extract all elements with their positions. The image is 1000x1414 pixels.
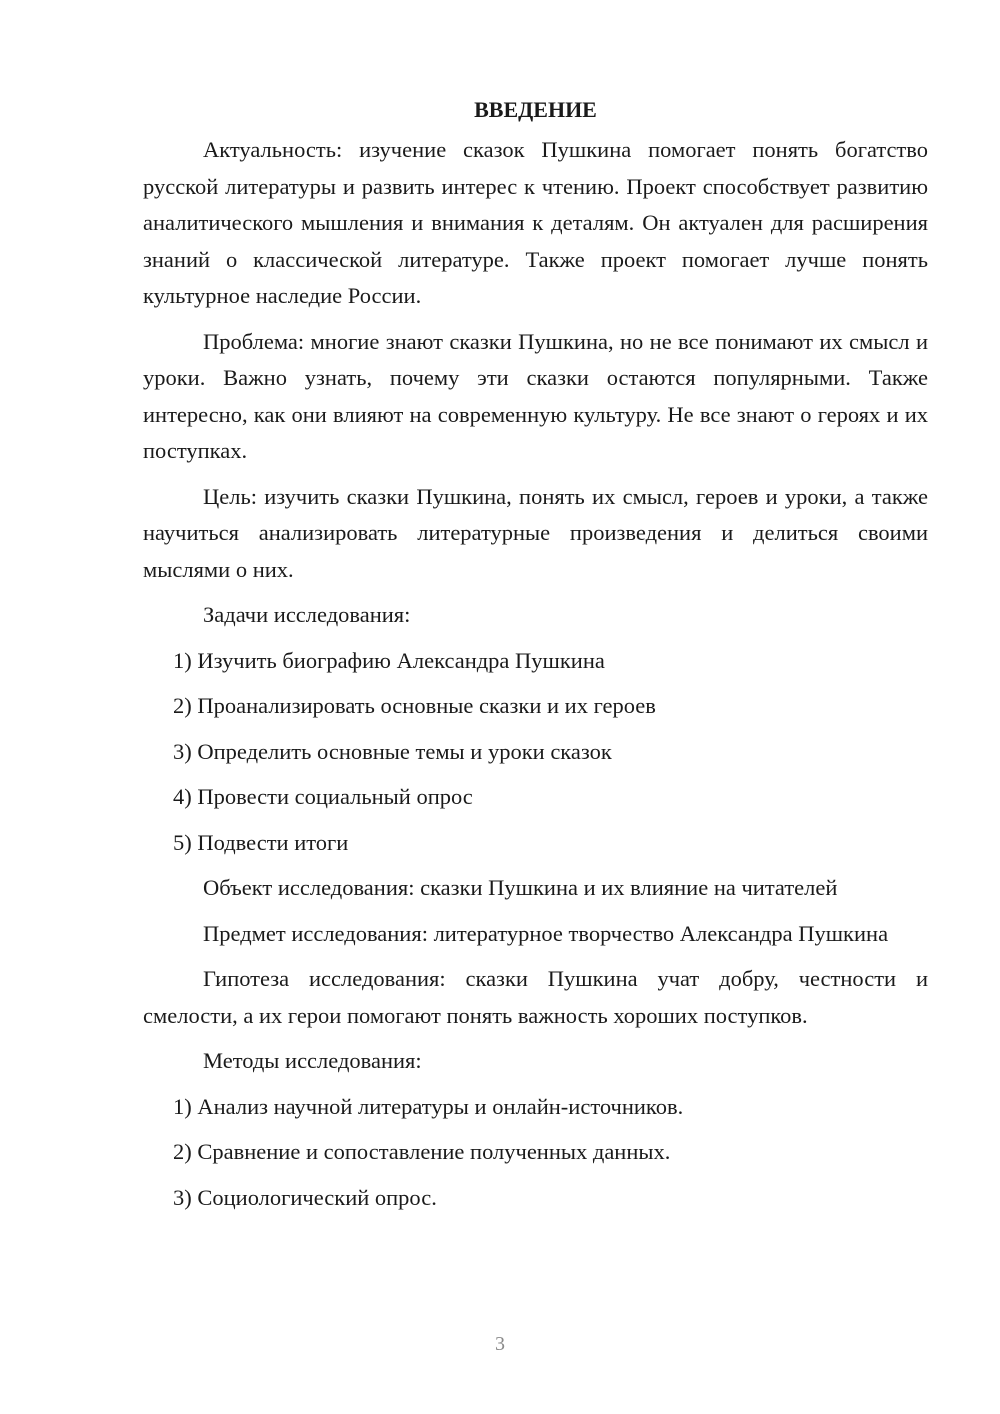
document-page — [143, 92, 928, 1225]
page-number: 3 — [495, 1333, 505, 1355]
tasks-title: Задачи исследования: — [203, 602, 411, 627]
list-item: 1) Анализ научной литературы и онлайн-источников. — [173, 1093, 684, 1119]
paragraph-problem: Проблема: многие знают сказки Пушкина, но не все понимают их смысл и уроки. Важно узнать, почему эти сказки остаются популярными. Также интересно, как они влияют на современную культуру. Не все знают о героях и их поступках. — [143, 328, 928, 463]
paragraph-goal: Цель: изучить сказки Пушкина, понять их смысл, героев и уроки, а также научиться анализировать литературные произведения и делиться своими мыслями о них. — [143, 483, 928, 582]
list-item: 2) Сравнение и сопоставление полученных данных. — [173, 1139, 671, 1164]
research-subject: Предмет исследования: литературное творчество Александра Пушкина — [203, 920, 889, 946]
list-item: 3) Социологический опрос. — [173, 1184, 437, 1210]
list-item: 5) Подвести итоги — [173, 829, 349, 855]
research-hypothesis: Гипотеза исследования: сказки Пушкина учат добру, честности и смелости, а их герои помогают понять важность хороших поступков. — [143, 966, 928, 1028]
methods-title: Методы исследования: — [203, 1048, 422, 1073]
list-item: 2) Проанализировать основные сказки и их героев — [173, 693, 656, 718]
research-object: Объект исследования: сказки Пушкина и их влияние на читателей — [203, 875, 838, 900]
list-item: 4) Провести социальный опрос — [173, 784, 473, 809]
list-item: 3) Определить основные темы и уроки сказок — [173, 738, 612, 764]
list-item: 1) Изучить биографию Александра Пушкина — [173, 647, 605, 673]
section-heading: ВВЕДЕНИЕ — [474, 97, 597, 122]
paragraph-relevance: Актуальность: изучение сказок Пушкина помогает понять богатство русской литературы и развить интерес к чтению. Проект способствует развитию аналитического мышления и внимания к деталям. Он актуален для расширения знаний о классической литературе. Также проект помогает лучше понять культурное наследие России. — [143, 137, 928, 308]
